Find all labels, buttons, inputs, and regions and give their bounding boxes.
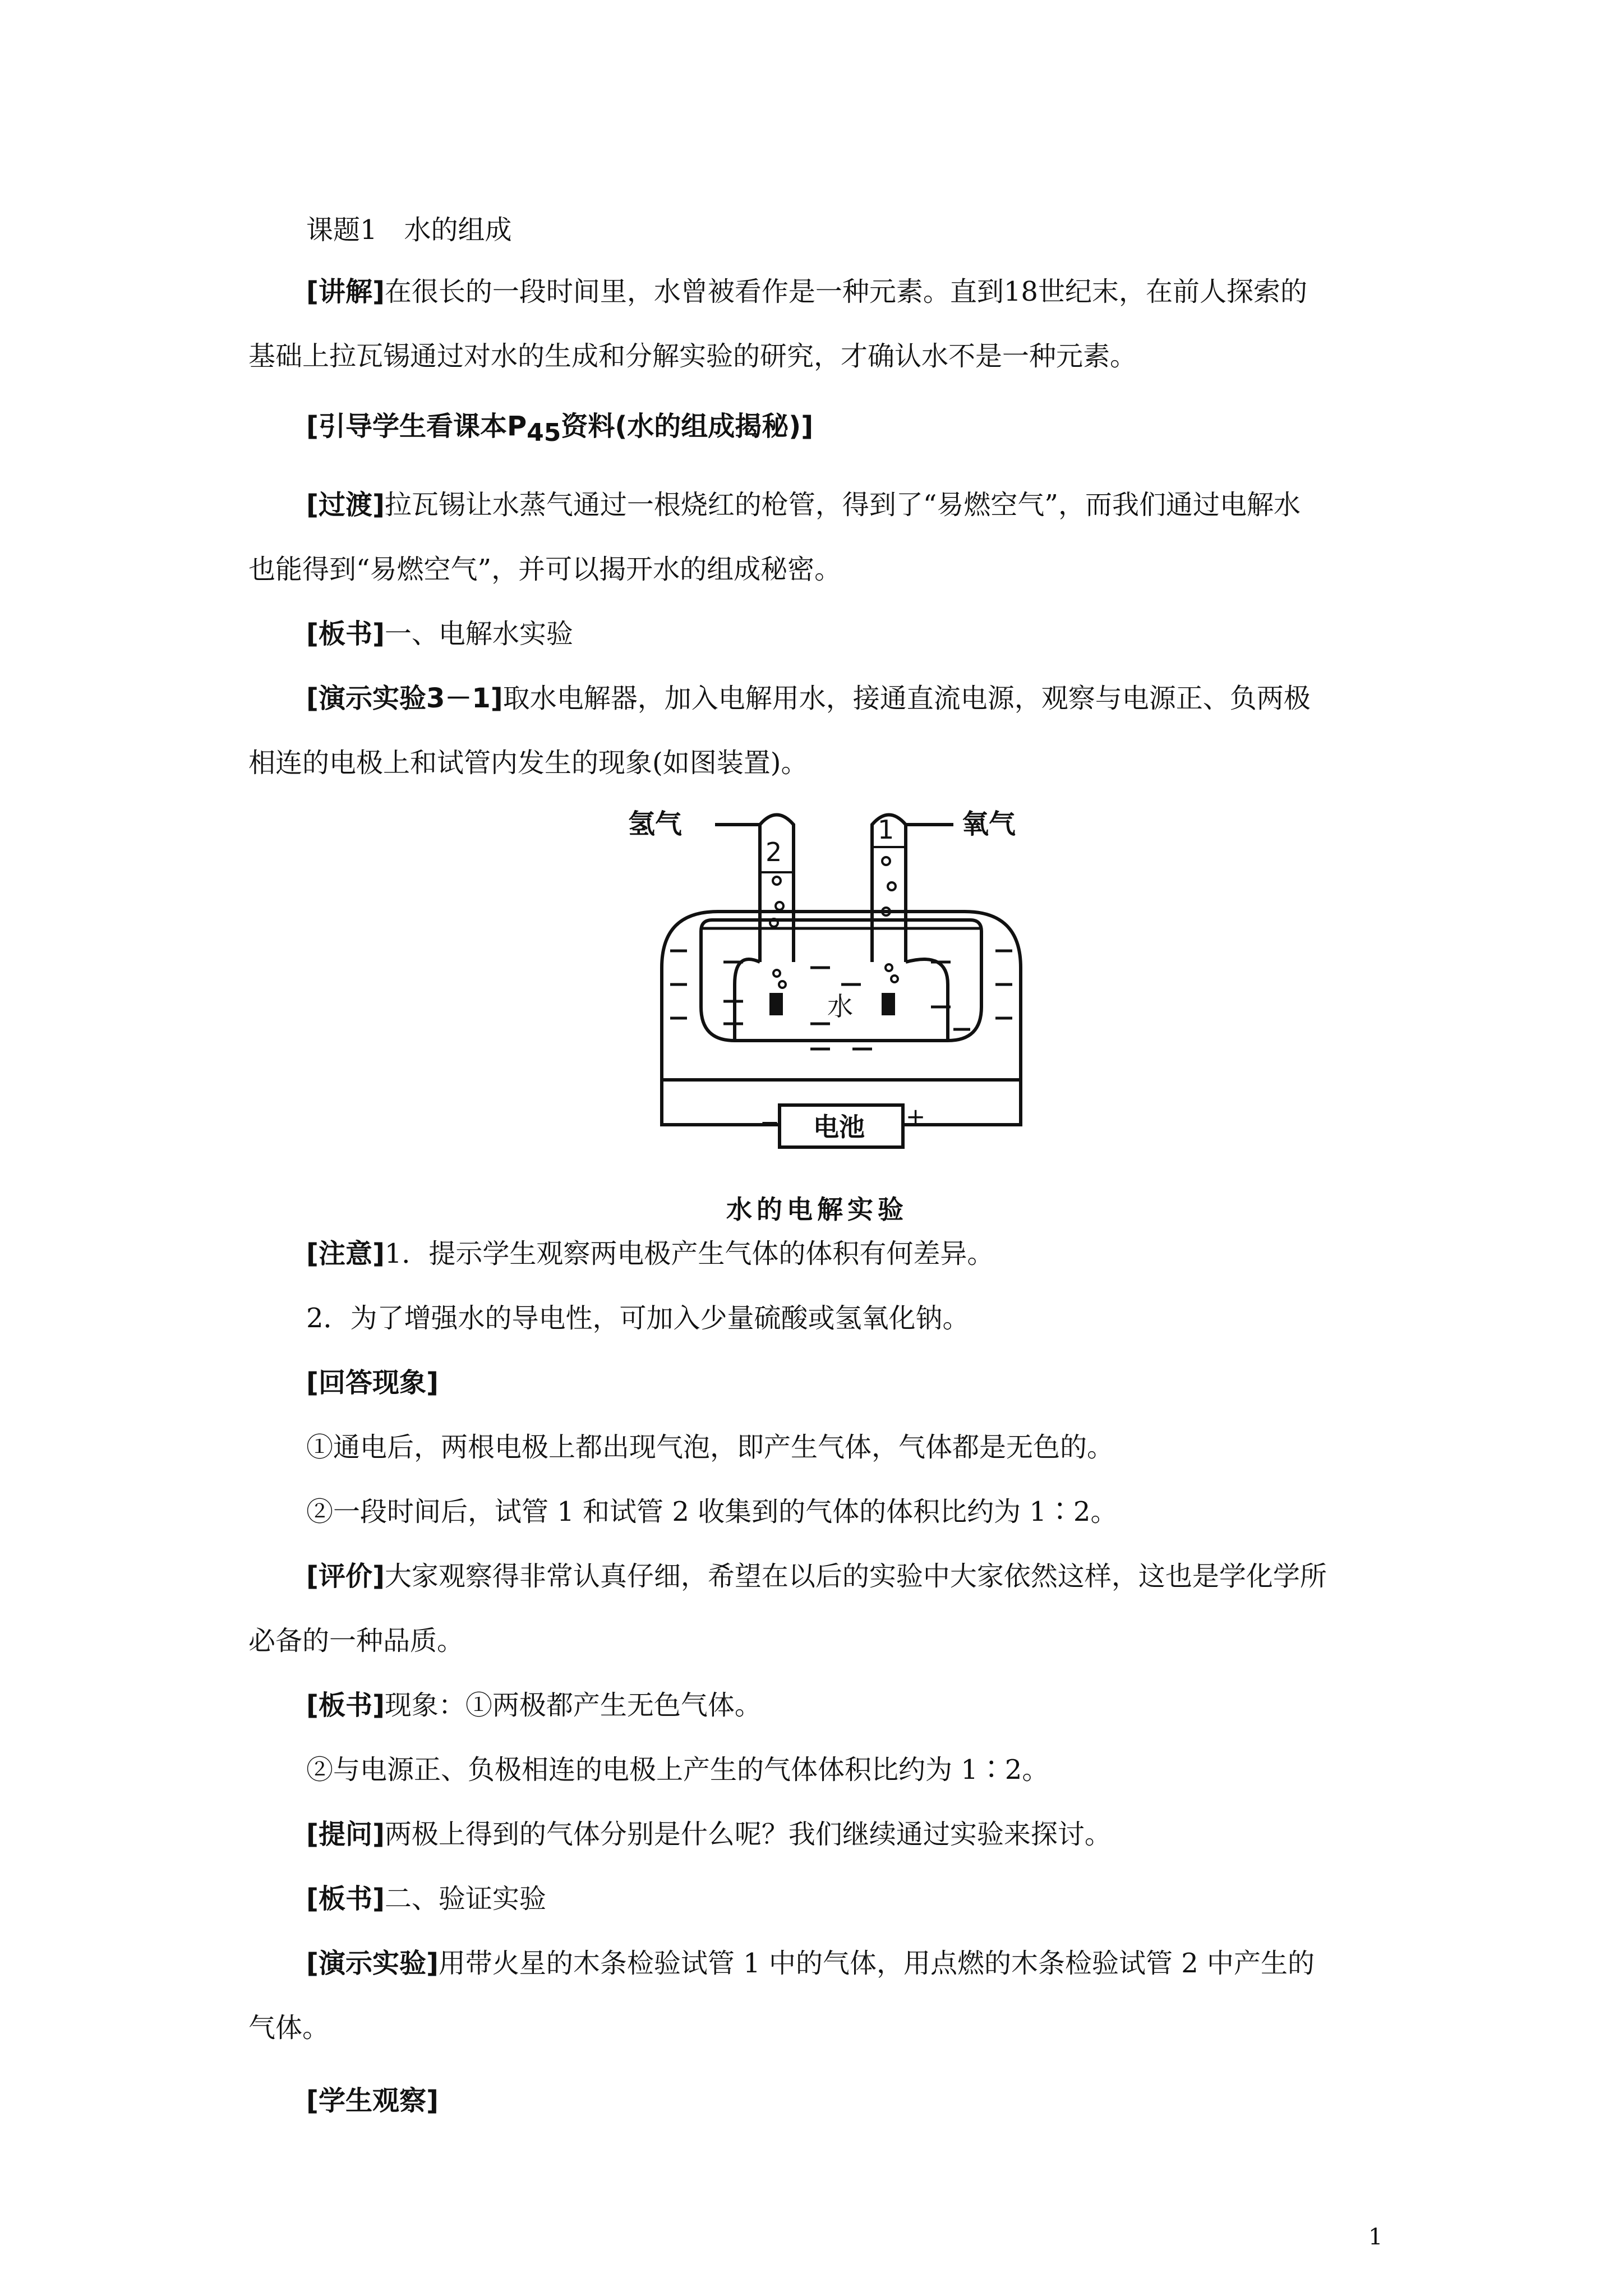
electrolysis-figure (617, 783, 1066, 1153)
answer-2: ②一段时间后，试管 1 和试管 2 收集到的气体的体积比约为 1∶2。 (306, 1496, 1118, 1527)
guide-post: 资料(水的组成揭秘)] (561, 411, 814, 442)
transition-text-2: 也能得到“易燃空气”，并可以揭开水的组成秘密。 (248, 554, 842, 585)
evaluation (306, 1559, 1327, 1593)
blackboard-1 (306, 617, 573, 651)
demo-text-2: 相连的电极上和试管内发生的现象(如图装置)。 (248, 747, 808, 779)
page-number: 1 (1368, 2224, 1383, 2250)
answer-1: ①通电后，两根电极上都出现气泡，即产生气体，气体都是无色的。 (306, 1432, 1114, 1463)
tag-demo: [演示实验3－1] (306, 683, 503, 714)
tag-note: [注意] (306, 1238, 385, 1269)
tube-number-1: 1 (878, 815, 895, 845)
tag-lecture: [讲解] (306, 276, 385, 307)
blackboard-3-text: 二、验证实验 (384, 1883, 546, 1915)
blackboard-1-text: 一、电解水实验 (384, 618, 573, 650)
question (306, 1818, 1112, 1851)
lecture-text-1: 在很长的一段时间里，水曾被看作是一种元素。直到18世纪末，在前人探索的 (384, 276, 1307, 307)
blackboard-3 (306, 1882, 546, 1916)
battery-minus: − (760, 1108, 780, 1136)
student-observe: [学生观察] (306, 2085, 439, 2116)
note-1-text: 1．提示学生观察两电极产生气体的体积有何差异。 (384, 1238, 994, 1269)
note-2: 2．为了增强水的导电性，可加入少量硫酸或氢氧化钠。 (306, 1303, 970, 1334)
tag-transition: [过渡] (306, 489, 385, 521)
blackboard-2-item: ②与电源正、负极相连的电极上产生的气体体积比约为 1∶2。 (306, 1754, 1049, 1786)
label-hydrogen: 氢气 (628, 808, 683, 840)
tag-blackboard-2: [板书] (306, 1690, 385, 1721)
question-text: 两极上得到的气体分别是什么呢？我们继续通过实验来探讨。 (384, 1819, 1112, 1850)
note-1 (306, 1237, 994, 1271)
tag-blackboard-3: [板书] (306, 1883, 385, 1915)
label-oxygen: 氧气 (962, 808, 1016, 840)
blackboard-2-text: 现象：①两极都产生无色气体。 (384, 1690, 762, 1721)
transition-text-1: 拉瓦锡让水蒸气通过一根烧红的枪管，得到了“易燃空气”，而我们通过电解水 (384, 489, 1301, 521)
evaluation-text-1: 大家观察得非常认真仔细，希望在以后的实验中大家依然这样，这也是学化学所 (384, 1561, 1327, 1592)
demo-2-text-1: 用带火星的木条检验试管 1 中的气体，用点燃的木条检验试管 2 中产生的 (438, 1948, 1315, 1979)
paragraph-demo (306, 682, 1311, 715)
answer-heading: [回答现象] (306, 1367, 439, 1398)
demo-text-1: 取水电解器，加入电解用水，接通直流电源，观察与电源正、负两极 (502, 683, 1311, 714)
demo-2 (306, 1947, 1315, 1980)
blackboard-2 (306, 1688, 762, 1722)
label-water: 水 (827, 991, 853, 1022)
page-title: 课题1 水的组成 (306, 214, 512, 246)
evaluation-text-2: 必备的一种品质。 (248, 1625, 464, 1657)
paragraph-transition (306, 488, 1301, 522)
tag-question: [提问] (306, 1819, 385, 1850)
figure-caption: 水的电解实验 (726, 1194, 908, 1225)
guide-sub: 45 (527, 418, 561, 447)
tag-evaluation: [评价] (306, 1561, 385, 1592)
lecture-text-2: 基础上拉瓦锡通过对水的生成和分解实验的研究，才确认水不是一种元素。 (248, 341, 1137, 372)
label-battery: 电池 (813, 1112, 865, 1142)
paragraph-lecture (306, 275, 1307, 309)
tag-blackboard: [板书] (306, 618, 385, 650)
tag-demo-2: [演示实验] (306, 1948, 439, 1979)
battery-plus: + (906, 1103, 926, 1130)
guide-textbook (306, 409, 813, 450)
tube-number-2: 2 (766, 837, 782, 867)
guide-pre: [引导学生看课本P (306, 411, 527, 442)
demo-2-text-2: 气体。 (248, 2012, 330, 2044)
